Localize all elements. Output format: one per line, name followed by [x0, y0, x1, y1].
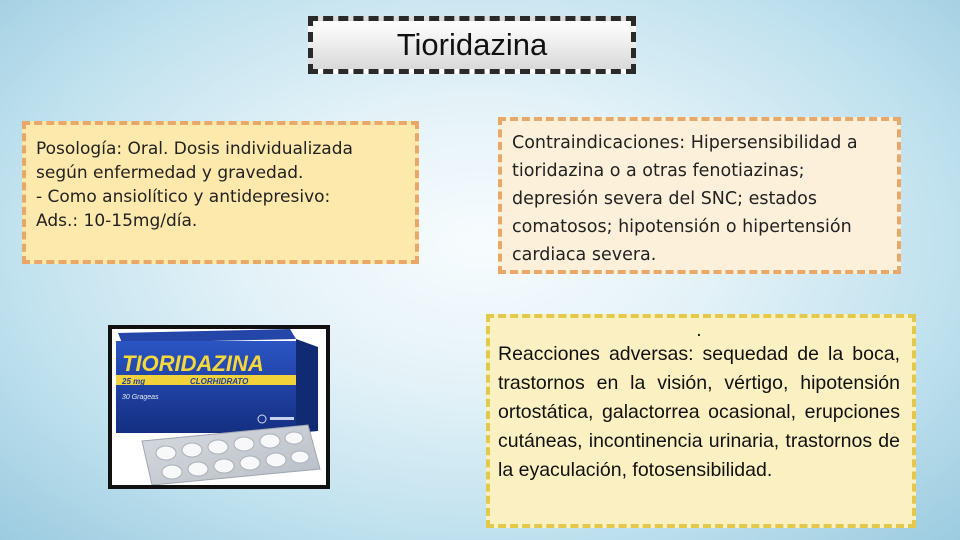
reacciones-text: Reacciones adversas: sequedad de la boca, trastornos en la visión, vértigo, hipotensión ortostática, galactorrea ocasional, erupciones cutáneas, incontinencia urinaria, trastornos de la eyaculación, fotosensibilidad. — [498, 343, 900, 481]
package-salt-text: CLORHIDRATO — [190, 377, 249, 386]
slide-title-text: Tioridazina — [396, 27, 548, 62]
posologia-line: - Como ansiolítico y antidepresivo: — [36, 187, 331, 207]
package-illustration — [112, 329, 326, 485]
contraindicaciones-line: depresión severa del SNC; estados — [512, 189, 817, 209]
contraindicaciones-line: tioridazina o a otras fenotiazinas; — [512, 161, 805, 181]
package-count-text: 30 Grageas — [122, 394, 159, 401]
contraindicaciones-line: comatosos; hipotensión o hipertensión — [512, 217, 852, 237]
contraindicaciones-line: cardiaca severa. — [512, 245, 657, 265]
posologia-box — [22, 121, 419, 264]
contraindicaciones-line: Contraindicaciones: Hipersensibilidad a — [512, 133, 858, 153]
slide-title — [308, 16, 636, 74]
contraindicaciones-box — [498, 117, 901, 274]
posologia-line: Posología: Oral. Dosis individualizada — [36, 139, 353, 159]
reacciones-dot: . — [696, 319, 702, 341]
medication-package-image — [108, 325, 330, 489]
package-dose-text: 25 mg — [122, 377, 146, 386]
posologia-line: según enfermedad y gravedad. — [36, 163, 304, 183]
reacciones-adversas-box — [486, 314, 916, 528]
package-brand-text: TIORIDAZINA — [122, 351, 264, 376]
posologia-line: Ads.: 10-15mg/día. — [36, 211, 198, 231]
